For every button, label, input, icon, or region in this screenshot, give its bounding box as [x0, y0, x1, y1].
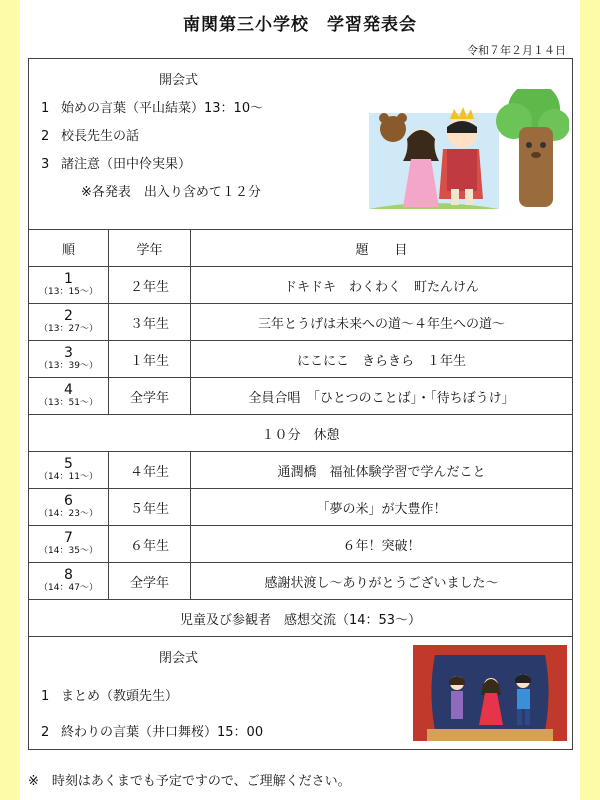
- grade-cell: ３年生: [109, 304, 191, 341]
- table-row: [29, 304, 573, 341]
- order-cell: 2 （13：27～）: [29, 304, 109, 341]
- presentation-note: ※各発表 出入り含めて１２分: [81, 185, 261, 200]
- title-cell: 感謝状渡し～ありがとうございました～: [191, 563, 573, 600]
- grade-cell: ４年生: [109, 452, 191, 489]
- closing-section: [29, 637, 573, 750]
- table-row: [29, 489, 573, 526]
- order-cell: 5 （14：11～）: [29, 452, 109, 489]
- title-cell: 通潤橋 福祉体験学習で学んだこと: [191, 452, 573, 489]
- grade-cell: ５年生: [109, 489, 191, 526]
- table-row: [29, 341, 573, 378]
- order-cell: 6 （14：23～）: [29, 489, 109, 526]
- title-cell: 「夢の米」が大豊作！: [191, 489, 573, 526]
- order-cell: 8 （14：47～）: [29, 563, 109, 600]
- break-row: １０分 休憩: [29, 415, 573, 452]
- closing-item: 1 まとめ（教頭先生）: [41, 689, 179, 704]
- grade-cell: ６年生: [109, 526, 191, 563]
- header-title: 題 目: [191, 230, 573, 267]
- title-cell: ドキドキ わくわく 町たんけん: [191, 267, 573, 304]
- grade-cell: 全学年: [109, 378, 191, 415]
- table-row: [29, 452, 573, 489]
- order-cell: 7 （14：35～）: [29, 526, 109, 563]
- date-label: 令和７年２月１４日: [467, 44, 566, 57]
- opening-item: 1 始めの言葉（平山結菜）13：10～: [41, 101, 264, 116]
- page-title: 南関第三小学校 学習発表会: [183, 15, 417, 35]
- program-table: [28, 58, 573, 750]
- program-sheet: [20, 0, 580, 800]
- order-cell: 3 （13：39～）: [29, 341, 109, 378]
- table-row: [29, 378, 573, 415]
- opening-section: [29, 59, 573, 230]
- footer-note: ※ 時刻はあくまでも予定ですので、ご理解ください。: [28, 774, 351, 789]
- closing-item: 2 終わりの言葉（井口舞桜）15：00: [41, 725, 264, 740]
- order-cell: 1 （13：15～）: [29, 267, 109, 304]
- header-grade: 学年: [109, 230, 191, 267]
- grade-cell: １年生: [109, 341, 191, 378]
- title-cell: 三年とうげは未来への道～４年生への道～: [191, 304, 573, 341]
- table-row: [29, 526, 573, 563]
- header-order: 順: [29, 230, 109, 267]
- closing-heading: 閉会式: [159, 651, 199, 666]
- grade-cell: ２年生: [109, 267, 191, 304]
- opening-item: 3 諸注意（田中伶実果）: [41, 157, 192, 172]
- play-characters-illustration: [359, 89, 569, 219]
- table-row: [29, 563, 573, 600]
- title-cell: にこにこ きらきら １年生: [191, 341, 573, 378]
- table-row: [29, 267, 573, 304]
- grade-cell: 全学年: [109, 563, 191, 600]
- exchange-row: 児童及び参観者 感想交流（14：53～）: [29, 600, 573, 637]
- opening-heading: 開会式: [159, 73, 199, 88]
- opening-item: 2 校長先生の話: [41, 129, 140, 144]
- title-cell: 全員合唱 「ひとつのことば」・「待ちぼうけ」: [191, 378, 573, 415]
- title-cell: ６年！突破！: [191, 526, 573, 563]
- stage-illustration: [413, 645, 567, 741]
- order-cell: 4 （13：51～）: [29, 378, 109, 415]
